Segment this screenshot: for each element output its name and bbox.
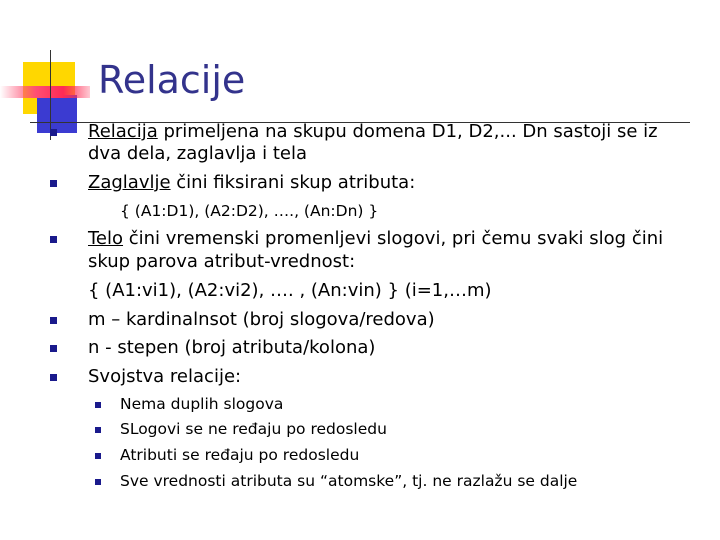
subbullet-item: Sve vrednosti atributa su “atomske”, tj. ne razlažu se dalje (120, 472, 578, 490)
bullet-marker (50, 129, 57, 136)
bullet-text-line2: skup parova atribut-vrednost: (88, 251, 356, 272)
subbullet-item: Atributi se ređaju po redosledu (120, 446, 360, 464)
term-zaglavlje: Zaglavlje (88, 172, 171, 193)
bullet-svojstva: Svojstva relacije: (88, 366, 242, 387)
subbullet-item: SLogovi se ne ređaju po redosledu (120, 420, 387, 438)
bullet-marker (50, 345, 57, 352)
bullet-text: čini vremenski promenljevi slogovi, pri čemu svaki slog čini (123, 228, 664, 249)
slide-title: Relacije (98, 58, 246, 102)
term-telo: Telo (88, 228, 124, 249)
decor-blue-square (37, 95, 77, 133)
body-formula: { (A1:vi1), (A2:vi2), …. , (An:vin) } (i=1,…m) (88, 280, 492, 301)
bullet-marker (50, 236, 57, 243)
subbullet-marker (95, 479, 101, 485)
bullet-marker (50, 374, 57, 381)
bullet-kardinalnost: m – kardinalnsot (broj slogova/redova) (88, 309, 435, 330)
bullet-text-line2: dva dela, zaglavlja i tela (88, 143, 308, 164)
decor-red-bar (0, 86, 90, 98)
bullet-zaglavlje (88, 172, 415, 194)
decor-vertical-line (50, 50, 51, 140)
subbullet-marker (95, 402, 101, 408)
header-formula: { (A1:D1), (A2:D2), …., (An:Dn) } (120, 202, 379, 220)
subbullet-marker (95, 453, 101, 459)
bullet-text: primeljena na skupu domena D1, D2,... Dn sastoji se iz (157, 121, 658, 142)
bullet-stepen: n - stepen (broj atributa/kolona) (88, 337, 376, 358)
bullet-text: čini fiksirani skup atributa: (170, 172, 416, 193)
bullet-relacija (88, 121, 658, 143)
term-relacija: Relacija (88, 121, 158, 142)
subbullet-item: Nema duplih slogova (120, 395, 284, 413)
bullet-marker (50, 317, 57, 324)
bullet-marker (50, 180, 57, 187)
bullet-telo (88, 228, 663, 250)
subbullet-marker (95, 427, 101, 433)
